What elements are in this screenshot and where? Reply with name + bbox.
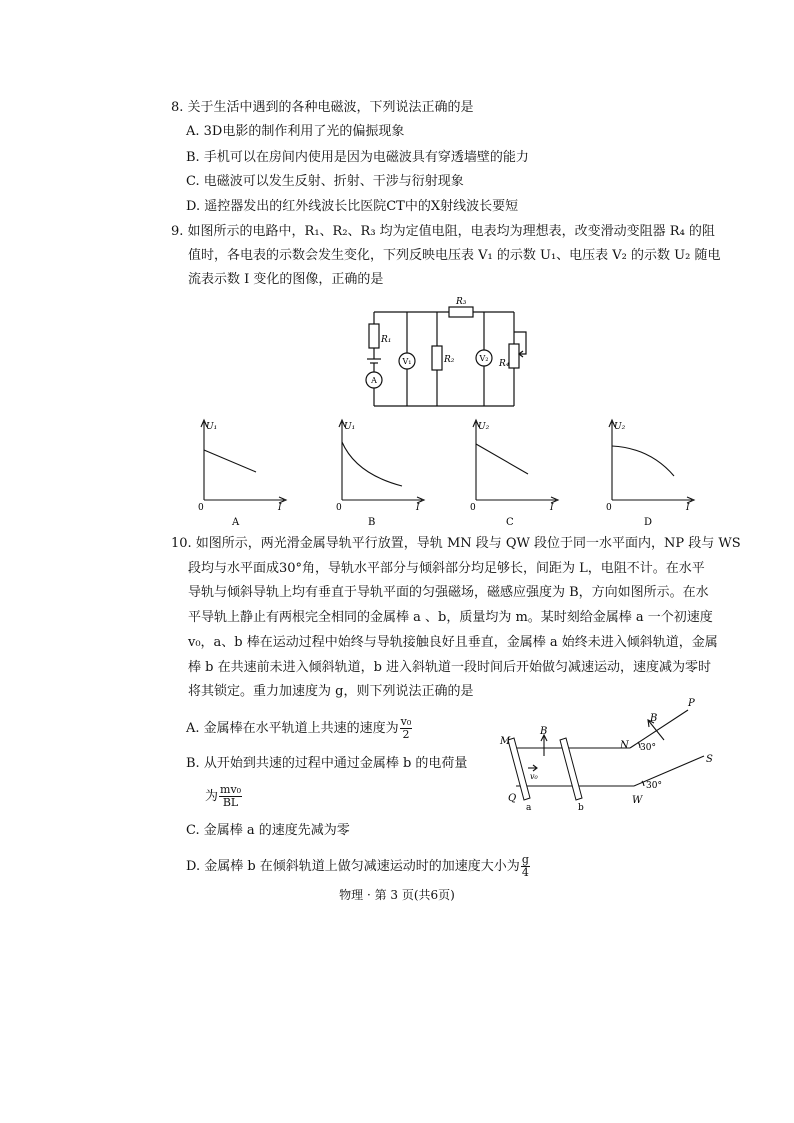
graph-d-origin: 0 [606, 503, 612, 513]
figure-label-b: b [578, 803, 584, 813]
circuit-r2-label: R₂ [444, 355, 455, 365]
q9-graph-a [190, 412, 290, 530]
q9-graph-c [462, 412, 562, 530]
graph-c-ylabel: U₂ [478, 422, 490, 432]
q10-option-d [186, 854, 531, 879]
q10-option-b-fraction [219, 784, 242, 809]
q10-stem-line4: 平导轨上静止有两根完全相同的金属棒 a 、b，质量均为 m。某时刻给金属棒 a 一个初速度 [188, 610, 713, 625]
figure-label-n: N [620, 740, 629, 751]
q10-stem-line7: 将其锁定。重力加速度为 g，则下列说法正确的是 [188, 684, 474, 699]
q10-option-b-prefix: 为 [205, 789, 219, 804]
q8-option-d: D. 遥控器发出的红外线波长比医院CT中的X射线波长要短 [186, 199, 519, 214]
q8-option-a: A. 3D电影的制作利用了光的偏振现象 [186, 124, 405, 139]
circuit-v2-label: V₂ [479, 354, 489, 363]
figure-label-v0: v₀ [530, 772, 538, 781]
graph-b-ylabel: U₁ [344, 422, 356, 432]
figure-label-s: S [706, 754, 713, 765]
fraction-numerator: g [521, 853, 529, 866]
q10-stem-line2: 段均与水平面成30°角，导轨水平部分与倾斜部分均足够长，间距为 L，电阻不计。在水平 [188, 561, 705, 576]
figure-angle-lower: 30° [646, 781, 662, 791]
q10-option-a-fraction [400, 716, 413, 741]
q9-stem-line2: 值时，各电表的示数会发生变化，下列反映电压表 V₁ 的示数 U₁、电压表 V₂ 的示数 U₂ 随电 [188, 248, 721, 263]
figure-label-q: Q [508, 793, 517, 804]
figure-label-b-incline: B [650, 713, 658, 724]
q10-stem-line3: 导轨与倾斜导轨上均有垂直于导轨平面的匀强磁场，磁感应强度为 B，方向如图所示。在水 [188, 585, 709, 600]
graph-c-origin: 0 [470, 503, 476, 513]
q10-option-d-text: D. 金属棒 b 在倾斜轨道上做匀减速运动时的加速度大小为 [186, 859, 520, 874]
circuit-r3-label: R₃ [456, 297, 467, 307]
q10-option-a-text: A. 金属棒在水平轨道上共速的速度为 [186, 721, 399, 736]
circuit-ammeter-label: A [371, 376, 377, 385]
circuit-v1-label: V₁ [402, 357, 412, 366]
graph-b-xlabel: I [416, 503, 420, 513]
graph-b-origin: 0 [336, 503, 342, 513]
graph-a-xlabel: I [278, 503, 282, 513]
figure-label-b-horizontal: B [540, 726, 548, 737]
q9-stem-line3: 流表示数 I 变化的图像，正确的是 [188, 272, 384, 287]
graph-c-xlabel: I [550, 503, 554, 513]
q10-option-c: C. 金属棒 a 的速度先减为零 [186, 823, 350, 838]
q8-option-b: B. 手机可以在房间内使用是因为电磁波具有穿透墙壁的能力 [186, 150, 529, 165]
q10-stem-line1: 10. 如图所示，两光滑金属导轨平行放置，导轨 MN 段与 QW 段位于同一水平面内，NP 段与 WS [171, 536, 741, 551]
figure-label-p: P [688, 698, 695, 709]
q8-stem: 8. 关于生活中遇到的各种电磁波，下列说法正确的是 [171, 100, 474, 115]
figure-angle-upper: 30° [640, 743, 656, 753]
q9-graph-d [598, 412, 698, 530]
q10-stem-line6: 棒 b 在共速前未进入倾斜轨道，b 进入斜轨道一段时间后开始做匀减速运动，速度减为零时 [188, 660, 712, 675]
fraction-denominator: 2 [402, 728, 410, 741]
q9-graph-b [328, 412, 428, 530]
circuit-r4-label: R₄ [499, 359, 510, 369]
graph-a-caption: A [232, 517, 240, 528]
q10-rail-figure [498, 694, 722, 820]
graph-c-caption: C [506, 517, 514, 528]
figure-label-a: a [526, 803, 532, 813]
graph-b-caption: B [368, 517, 376, 528]
fraction-numerator: v₀ [400, 715, 412, 728]
page-footer: 物理 · 第 3 页(共6页) [339, 888, 455, 902]
q10-option-b-continued [205, 784, 243, 809]
graph-d-caption: D [644, 517, 653, 528]
fraction-denominator: BL [222, 796, 239, 809]
graph-d-ylabel: U₂ [614, 422, 626, 432]
q10-option-d-fraction [521, 854, 530, 879]
figure-label-m: M [500, 736, 511, 747]
fraction-denominator: 4 [521, 866, 529, 879]
graph-a-origin: 0 [198, 503, 204, 513]
fraction-numerator: mv₀ [220, 783, 242, 796]
graph-a-ylabel: U₁ [206, 422, 218, 432]
q10-stem-line5: v₀，a、b 棒在运动过程中始终与导轨接触良好且垂直，金属棒 a 始终未进入倾斜轨道，金属 [188, 635, 718, 650]
q9-circuit-diagram [360, 292, 540, 414]
q10-option-a [186, 716, 413, 741]
figure-label-w: W [632, 795, 643, 806]
q8-option-c: C. 电磁波可以发生反射、折射、干涉与衍射现象 [186, 174, 464, 189]
circuit-r1-label: R₁ [381, 335, 392, 345]
graph-d-xlabel: I [686, 503, 690, 513]
q10-option-b: B. 从开始到共速的过程中通过金属棒 b 的电荷量 [186, 756, 468, 771]
q9-stem-line1: 9. 如图所示的电路中，R₁、R₂、R₃ 均为定值电阻，电表均为理想表，改变滑动变阻器 R₄ 的阻 [171, 224, 715, 239]
